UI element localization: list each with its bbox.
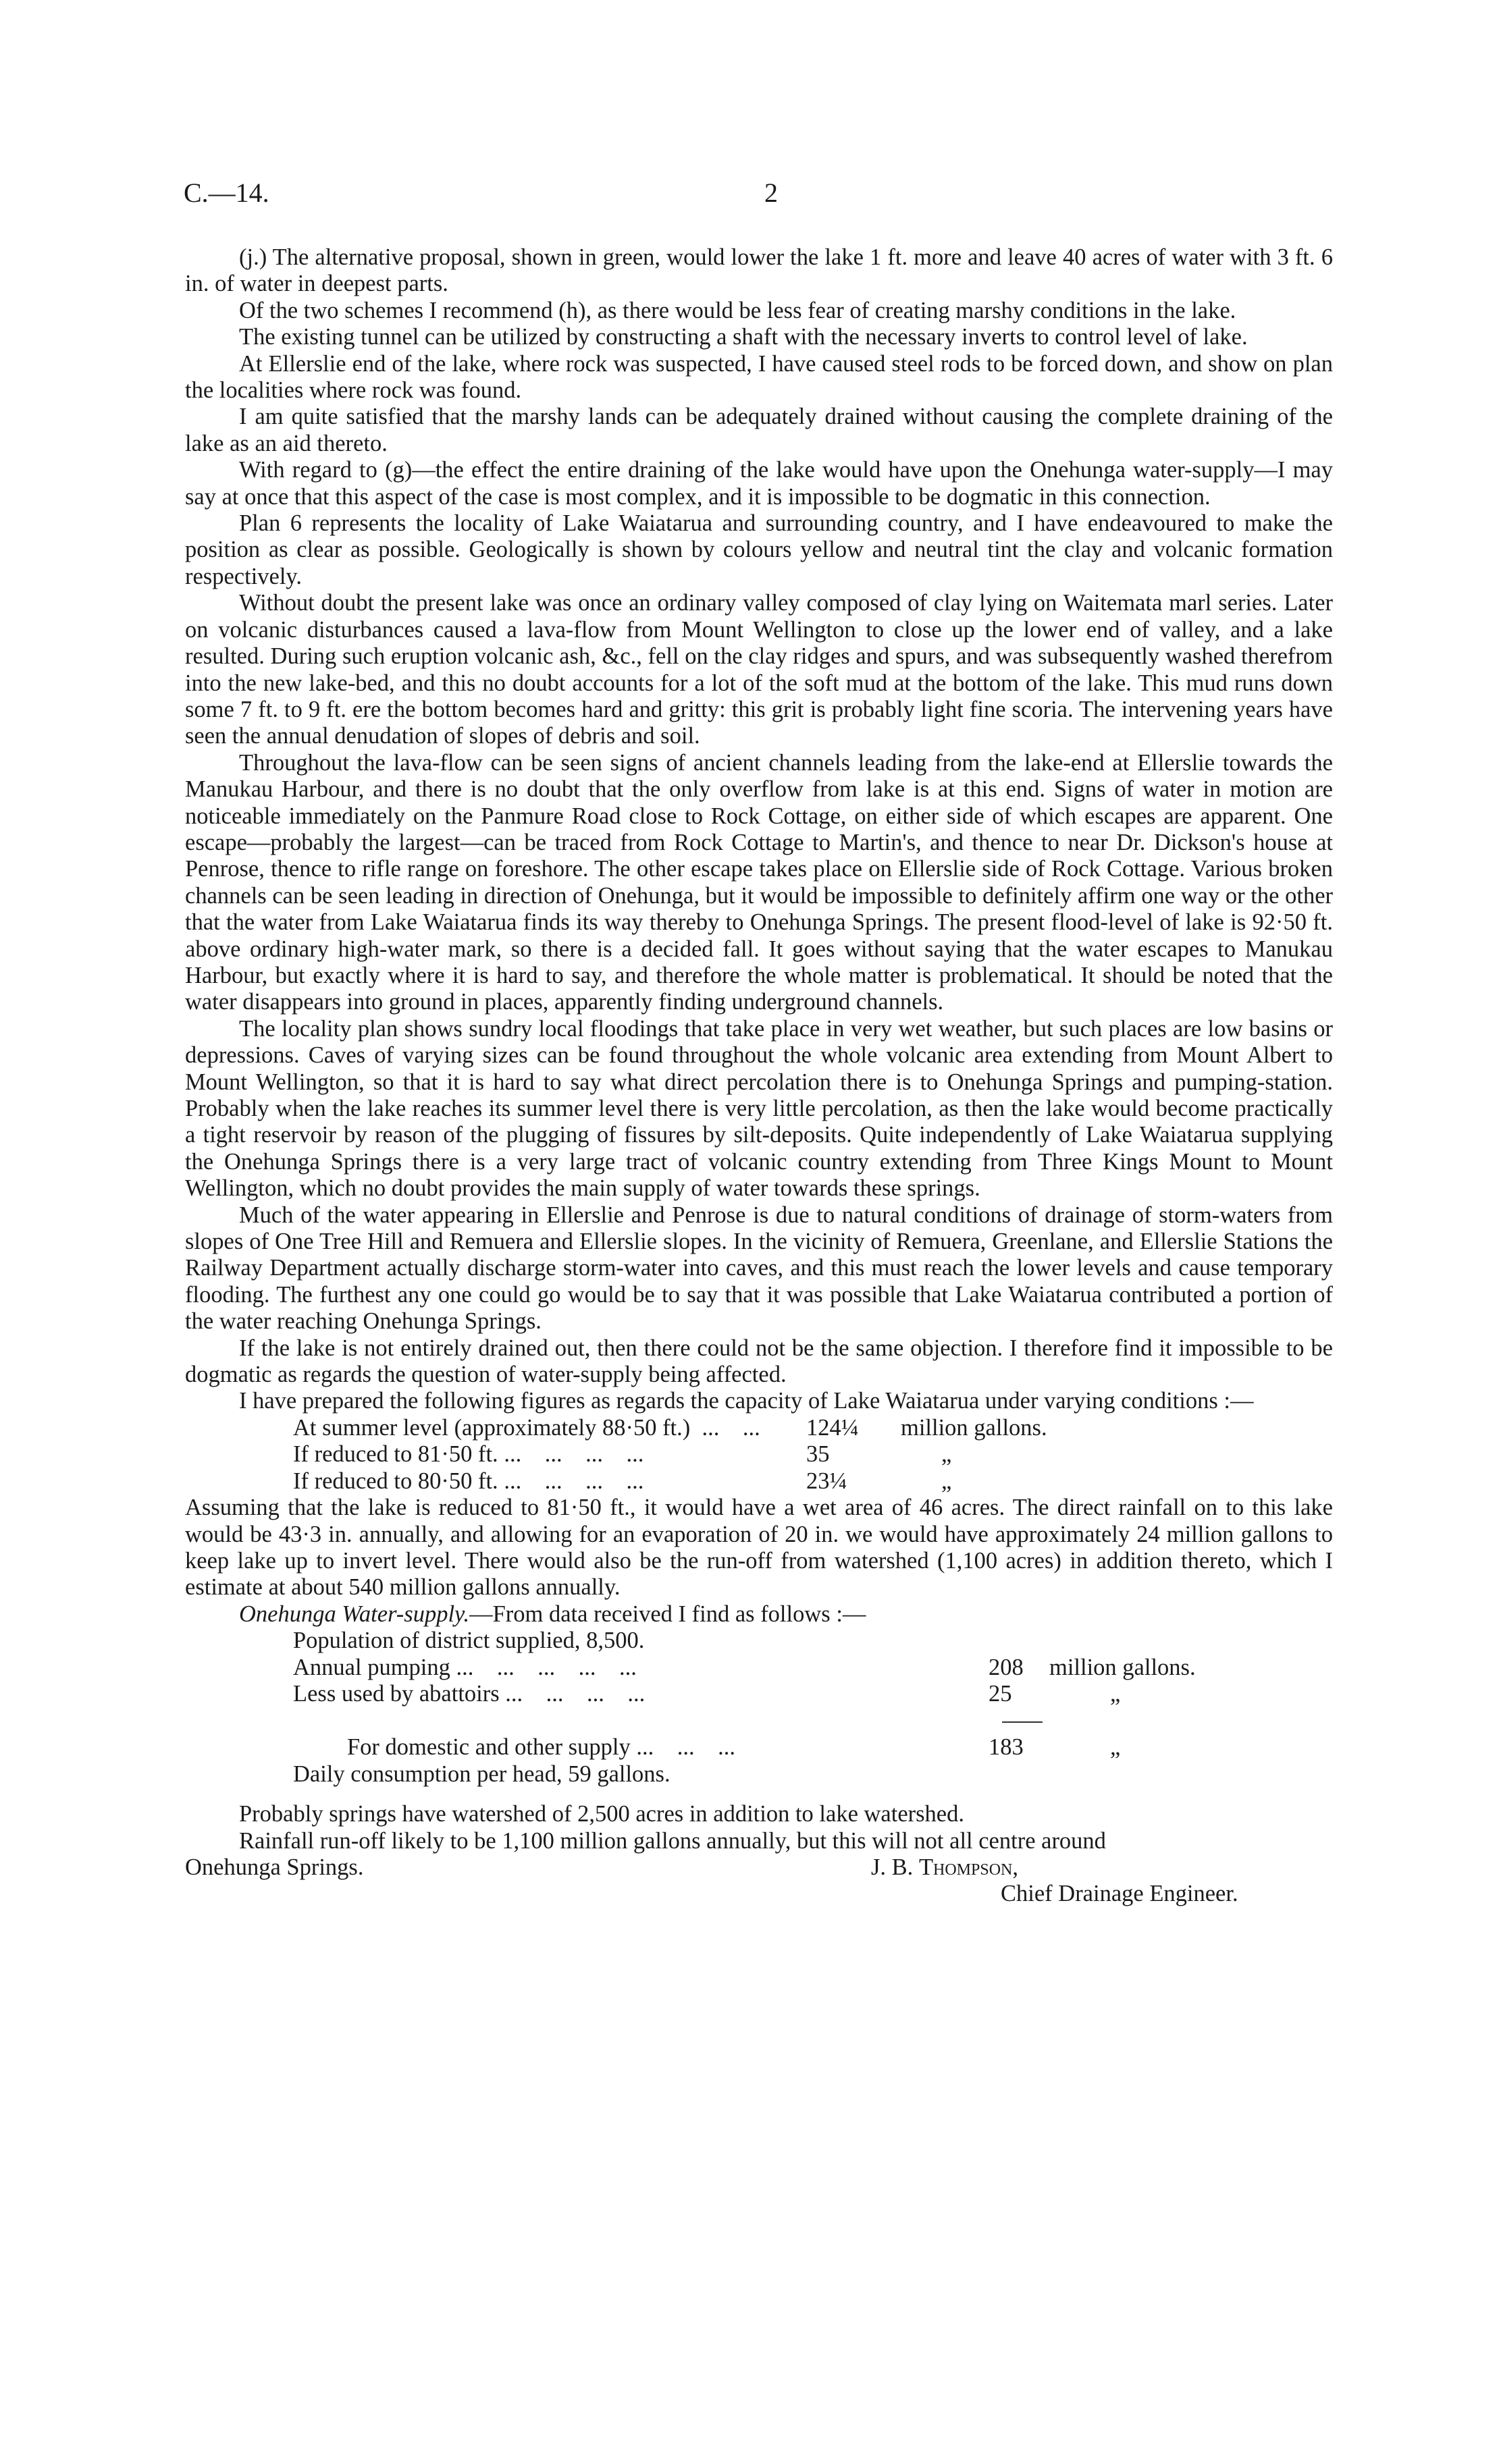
supply-unit: „ — [1110, 1680, 1121, 1707]
paragraph-not-drained: If the lake is not entirely drained out, then there could not be the same objection. I therefore find it impossible to be dogmatic as regards the question of water-supply being affected. — [185, 1335, 1333, 1388]
paragraph-tunnel: The existing tunnel can be utilized by constructing a shaft with the necessary inverts to control level of lake. — [239, 324, 1248, 350]
leader-dots: ... ... ... ... — [505, 1680, 646, 1707]
total-unit: „ — [1110, 1734, 1121, 1761]
capacity-unit: „ — [941, 1441, 952, 1468]
paragraph-springs-watershed: Probably springs have watershed of 2,500 acres in addition to lake watershed. — [239, 1801, 964, 1827]
table-row — [293, 1681, 1196, 1707]
leader-dots: ... ... — [695, 1414, 760, 1441]
water-supply-total-table — [293, 1734, 1120, 1761]
supply-unit: million gallons. — [1049, 1654, 1196, 1680]
sum-divider — [1002, 1721, 1043, 1723]
leader-dots: ... ... ... ... — [504, 1441, 644, 1468]
leader-dots: ... ... ... — [636, 1734, 735, 1761]
capacity-unit: million gallons. — [901, 1414, 1047, 1441]
water-supply-table — [293, 1655, 1196, 1708]
table-row — [293, 1734, 1120, 1761]
supply-value: 25 — [989, 1680, 1012, 1707]
table-row — [293, 1655, 1196, 1681]
paragraph-recommendation: Of the two schemes I recommend (h), as there would be less fear of creating marshy conditions in the lake. — [239, 297, 1236, 323]
water-supply-heading: Onehunga Water-supply. — [239, 1601, 470, 1627]
total-value: 183 — [989, 1734, 1024, 1761]
signatory-surname: Thompson, — [918, 1854, 1018, 1880]
table-row — [293, 1468, 1047, 1495]
supply-label: Annual pumping — [293, 1654, 450, 1680]
water-supply-intro: —From data received I find as follows :— — [469, 1601, 866, 1627]
signatory-title-line — [185, 1881, 1333, 1907]
paragraph-ellerslie-rock: At Ellerslie end of the lake, where rock was suspected, I have caused steel rods to be forced down, and show on plan the localities where rock was found. — [185, 350, 1333, 404]
paragraph-storm-waters: Much of the water appearing in Ellerslie and Penrose is due to natural conditions of drainage of storm-waters from slopes of One Tree Hill and Remuera and Ellerslie slopes. In the vicinity of Remuera, Greenlane, and Ellerslie Stations the Railway Department actually discharge storm-water into caves, and this must reach the lower levels and cause temporary flooding. The furthest any one could go would be to say that it was possible that Lake Waiatarua contributed a portion of the water reaching Onehunga Springs. — [185, 1202, 1333, 1335]
population-line: Population of district supplied, 8,500. — [293, 1628, 645, 1654]
document-body — [185, 244, 1333, 1908]
sum-rule — [185, 1707, 1333, 1713]
capacity-label: If reduced to 80·50 ft. — [293, 1468, 498, 1494]
paragraph-lava-flow: Throughout the lava-flow can be seen signs of ancient channels leading from the lake-end at Ellerslie towards the Manukau Harbour, and there is no doubt that the only overflow from lake is at this end. Signs of water in motion are noticeable immediately on the Panmure Road close to Rock Cottage, on either side of which escapes are apparent. One escape—probably the largest—can be traced from Rock Cottage to Martin's, and thence to near Dr. Dickson's house at Penrose, thence to rifle range on foreshore. The other escape takes place on Ellerslie side of Rock Cottage. Various broken channels can be seen leading in direction of Onehunga, but it would be impossible to definitely affirm one way or the other that the water from Lake Waiatarua finds its way thereby to Onehunga Springs. The present flood-level of lake is 92·50 ft. above ordinary high-water mark, so there is a decided fall. It goes without saying that the water escapes to Manukau Harbour, but exactly where it is hard to say, and therefore the whole matter is problematical. It should be noted that the water disappears into ground in places, apparently finding underground channels. — [185, 749, 1333, 1015]
capacity-label: If reduced to 81·50 ft. — [293, 1441, 498, 1468]
paragraph-assuming: Assuming that the lake is reduced to 81·50 ft., it would have a wet area of 46 acres. The direct rainfall on to this lake would be 43·3 in. annually, and allowing for an evaporation of 20 in. we would have approximately 24 million gallons to keep lake up to invert level. There would also be the run-off from watershed (1,100 acres) in addition thereto, which I estimate at about 540 million gallons annually. — [185, 1495, 1333, 1601]
paragraph-capacity-intro: I have prepared the following figures as regards the capacity of Lake Waiatarua under varying conditions :— — [239, 1388, 1254, 1414]
paragraph-water-supply-heading — [185, 1601, 1333, 1628]
paragraph-j: (j.) The alternative proposal, shown in green, would lower the lake 1 ft. more and leave 40 acres of water with 3 ft. 6 in. of water in deepest parts. — [185, 244, 1333, 297]
signatory-name: J. B. Thompson, — [871, 1854, 1018, 1880]
supply-value: 208 — [989, 1654, 1024, 1680]
closing-fragment: Onehunga Springs. — [185, 1854, 364, 1880]
signatory-title: Chief Drainage Engineer. — [1001, 1881, 1238, 1907]
supply-label: Less used by abattoirs — [293, 1680, 500, 1707]
total-label: For domestic and other supply — [347, 1734, 631, 1761]
capacity-table — [293, 1415, 1047, 1495]
paragraph-locality-plan: The locality plan shows sundry local floodings that take place in very wet weather, but such places are low basins or depressions. Caves of varying sizes can be found throughout the whole volcanic area extending from Mount Albert to Mount Wellington, so that it is hard to say what direct percolation there is to Onehunga Springs and pumping-station. Probably when the lake reaches its summer level there is very little percolation, as then the lake would become practically a tight reservoir by reason of the plugging of fissures by silt-deposits. Quite independently of Lake Waiatarua supplying the Onehunga Springs there is a very large tract of volcanic country extending from Three Kings Mount to Mount Wellington, which no doubt provides the main supply of water towards these springs. — [185, 1015, 1333, 1202]
table-row — [293, 1441, 1047, 1468]
paragraph-water-supply-effect: With regard to (g)—the effect the entire draining of the lake would have upon the Onehunga water-supply—I may say at once that this aspect of the case is most complex, and it is impossible to be dogmatic in this connection. — [185, 457, 1333, 510]
capacity-value: 124¼ — [806, 1414, 859, 1441]
paragraph-marshy-lands: I am quite satisfied that the marshy lands can be adequately drained without causing the complete draining of the lake as an aid thereto. — [185, 404, 1333, 456]
page-header — [184, 177, 1315, 217]
capacity-value: 35 — [806, 1441, 830, 1468]
leader-dots: ... ... ... ... ... — [456, 1654, 637, 1680]
paragraph-lake-origin: Without doubt the present lake was once an ordinary valley composed of clay lying on Waitemata marl series. Later on volcanic disturbances caused a lava-flow from Mount Wellington to close up the lower end of valley, and a lake resulted. During such eruption volcanic ash, &c., fell on the clay ridges and spurs, and was subsequently washed therefrom into the new lake-bed, and this no doubt accounts for a lot of the soft mud at the bottom of the lake. This mud runs down some 7 ft. to 9 ft. ere the bottom becomes hard and gritty: this grit is probably light fine scoria. The intervening years have seen the annual denudation of slopes of debris and soil. — [185, 590, 1333, 749]
page-number: 2 — [764, 178, 778, 208]
document-reference: C.—14. — [184, 178, 269, 208]
consumption-line: Daily consumption per head, 59 gallons. — [293, 1761, 670, 1787]
paragraph-rainfall-runoff: Rainfall run-off likely to be 1,100 million gallons annually, but this will not all centre around — [239, 1827, 1106, 1854]
signature-line — [185, 1854, 1333, 1881]
capacity-unit: „ — [941, 1468, 952, 1494]
leader-dots: ... ... ... ... — [504, 1468, 644, 1494]
paragraph-plan-6: Plan 6 represents the locality of Lake Waiatarua and surrounding country, and I have endeavoured to make the position as clear as possible. Geologically is shown by colours yellow and neutral tint the clay and volcanic formation respectively. — [185, 510, 1333, 589]
capacity-value: 23¼ — [806, 1468, 847, 1494]
capacity-label: At summer level (approximately 88·50 ft.) — [293, 1414, 691, 1441]
table-row — [293, 1415, 1047, 1441]
water-supply-block — [293, 1628, 1333, 1707]
